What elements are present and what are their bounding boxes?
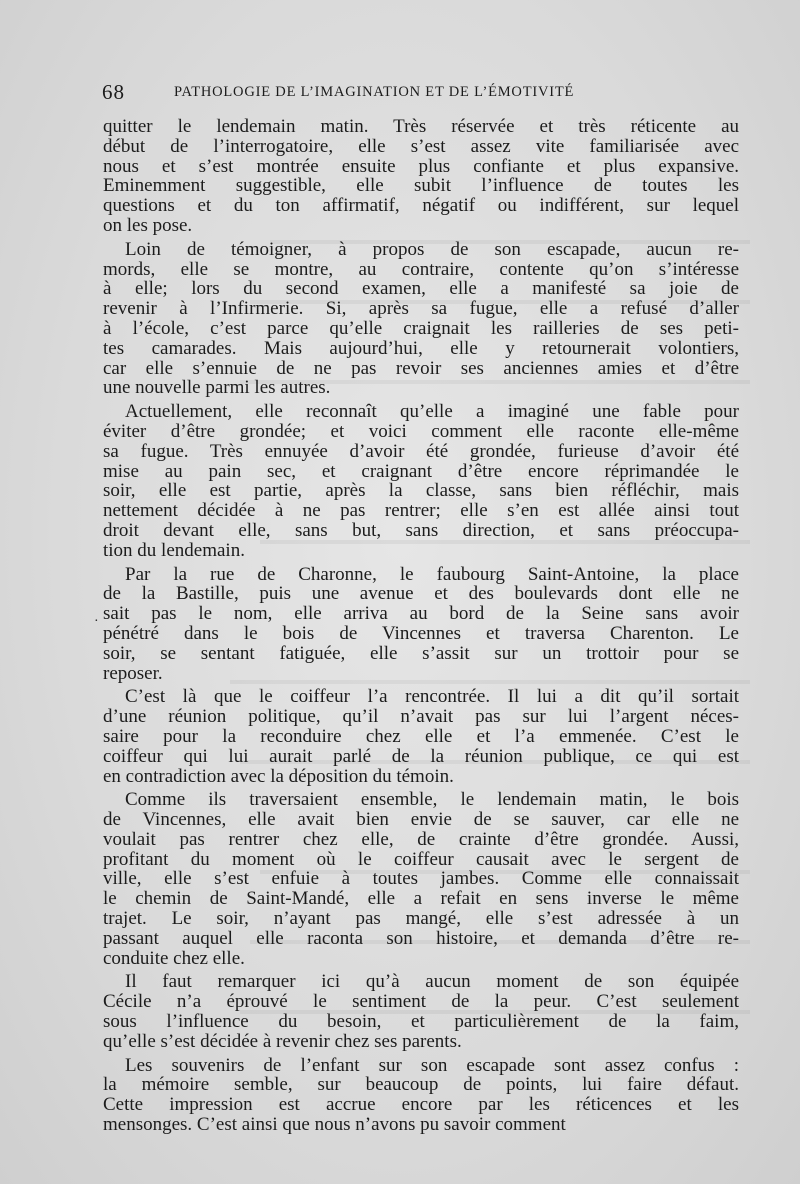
text-line: à elle; lors du second examen, elle a manifesté sa joie de: [103, 278, 739, 300]
paragraph: [103, 565, 739, 684]
text-line: Eminemment suggestible, elle subit l’influence de toutes les: [103, 175, 739, 197]
text-line: pénétré dans le bois de Vincennes et traversa Charenton. Le: [103, 622, 739, 644]
text-line: nettement décidée à ne pas rentrer; elle s’en est allée ainsi tout: [103, 500, 739, 522]
text-line: de Vincennes, elle avait bien envie de se sauver, car elle ne: [103, 809, 739, 831]
text-line: Par la rue de Charonne, le faubourg Saint-Antoine, la place: [125, 563, 739, 585]
text-line: Actuellement, elle reconnaît qu’elle a imaginé une fable pour: [125, 401, 739, 423]
text-line: passant auquel elle raconta son histoire, et demanda d’être re-: [103, 927, 739, 949]
text-line: soir, se sentant fatiguée, elle s’assit sur un trottoir pour se: [103, 642, 739, 664]
text-line: la mémoire semble, sur beaucoup de points, lui faire défaut.: [103, 1074, 739, 1096]
text-line: tes camarades. Mais aujourd’hui, elle y retournerait volontiers,: [103, 337, 739, 359]
text-line: à l’école, c’est parce qu’elle craignait les railleries de ses peti-: [103, 317, 739, 339]
text-line: sait pas le nom, elle arriva au bord de la Seine sans avoir: [103, 603, 739, 625]
paragraph: [103, 240, 739, 398]
text-line: reposer.: [103, 662, 163, 684]
text-line: tion du lendemain.: [103, 539, 245, 561]
text-line: mensonges. C’est ainsi que nous n’avons pu savoir comment: [103, 1114, 566, 1136]
text-line: sa fugue. Très ennuyée d’avoir été grondée, furieuse d’avoir été: [103, 440, 739, 462]
text-line: d’une réunion politique, qu’il n’avait pas sur lui l’argent néces-: [103, 706, 739, 728]
text-line: qu’elle s’est décidée à revenir chez ses parents.: [103, 1030, 462, 1052]
body-text: [103, 117, 739, 1139]
text-line: Comme ils traversaient ensemble, le lendemain matin, le bois: [125, 789, 739, 811]
text-line: soir, elle est partie, après la classe, sans bien réfléchir, mais: [103, 480, 739, 502]
text-line: éviter d’être grondée; et voici comment elle raconte elle-même: [103, 420, 739, 442]
margin-dot: ·: [94, 614, 99, 629]
text-line: Il faut remarquer ici qu’à aucun moment de son équipée: [125, 971, 739, 993]
text-line: nous et s’est montrée ensuite plus confiante et plus expansive.: [103, 155, 739, 177]
text-line: début de l’interrogatoire, elle s’est assez vite familiarisée avec: [103, 135, 739, 157]
text-line: sous l’influence du besoin, et particulièrement de la faim,: [103, 1011, 739, 1033]
paragraph: [103, 402, 739, 560]
text-line: Les souvenirs de l’enfant sur son escapade sont assez confus :: [125, 1054, 739, 1076]
text-line: profitant du moment où le coiffeur causait avec le sergent de: [103, 848, 739, 870]
text-line: quitter le lendemain matin. Très réservée et très réticente au: [103, 116, 739, 137]
text-line: questions et du ton affirmatif, négatif ou indifférent, sur lequel: [103, 195, 739, 217]
paragraph: [103, 790, 739, 968]
text-line: C’est là que le coiffeur l’a rencontrée. Il lui a dit qu’il sortait: [125, 686, 739, 708]
text-line: Cette impression est accrue encore par les réticences et les: [103, 1094, 739, 1116]
page-number: 68: [102, 80, 125, 104]
text-line: voulait pas rentrer chez elle, de crainte d’être grondée. Aussi,: [103, 828, 739, 850]
paragraph: [103, 1056, 739, 1135]
text-line: droit devant elle, sans but, sans direction, et sans préoccupa-: [103, 519, 739, 541]
text-line: en contradiction avec la déposition du témoin.: [103, 765, 454, 787]
paragraph: [103, 687, 739, 786]
text-line: car elle s’ennuie de ne pas revoir ses anciennes amies et d’être: [103, 357, 739, 379]
text-line: trajet. Le soir, n’ayant pas mangé, elle s’est adressée à un: [103, 908, 739, 930]
running-title: PATHOLOGIE DE L’IMAGINATION ET DE L’ÉMOTIVITÉ: [174, 84, 575, 100]
paragraph: [103, 972, 739, 1051]
text-line: conduite chez elle.: [103, 947, 245, 969]
page-header: [102, 80, 742, 106]
text-line: Cécile n’a éprouvé le sentiment de la peur. C’est seulement: [103, 991, 739, 1013]
text-line: une nouvelle parmi les autres.: [103, 377, 331, 399]
text-line: revenir à l’Infirmerie. Si, après sa fugue, elle a refusé d’aller: [103, 298, 739, 320]
paragraph: [103, 117, 739, 236]
text-line: le chemin de Saint-Mandé, elle a refait en sens inverse le même: [103, 888, 739, 910]
text-line: ville, elle s’est enfuie à toutes jambes. Comme elle connaissait: [103, 868, 739, 890]
text-line: mise au pain sec, et craignant d’être encore réprimandée le: [103, 460, 739, 482]
text-line: de la Bastille, puis une avenue et des boulevards dont elle ne: [103, 583, 739, 605]
text-line: saire pour la reconduire chez elle et l’a emmenée. C’est le: [103, 725, 739, 747]
text-line: Loin de témoigner, à propos de son escapade, aucun re-: [125, 238, 739, 260]
text-line: mords, elle se montre, au contraire, contente qu’on s’intéresse: [103, 258, 739, 280]
text-line: on les pose.: [103, 214, 193, 236]
text-line: coiffeur qui lui aurait parlé de la réunion publique, ce qui est: [103, 745, 739, 767]
